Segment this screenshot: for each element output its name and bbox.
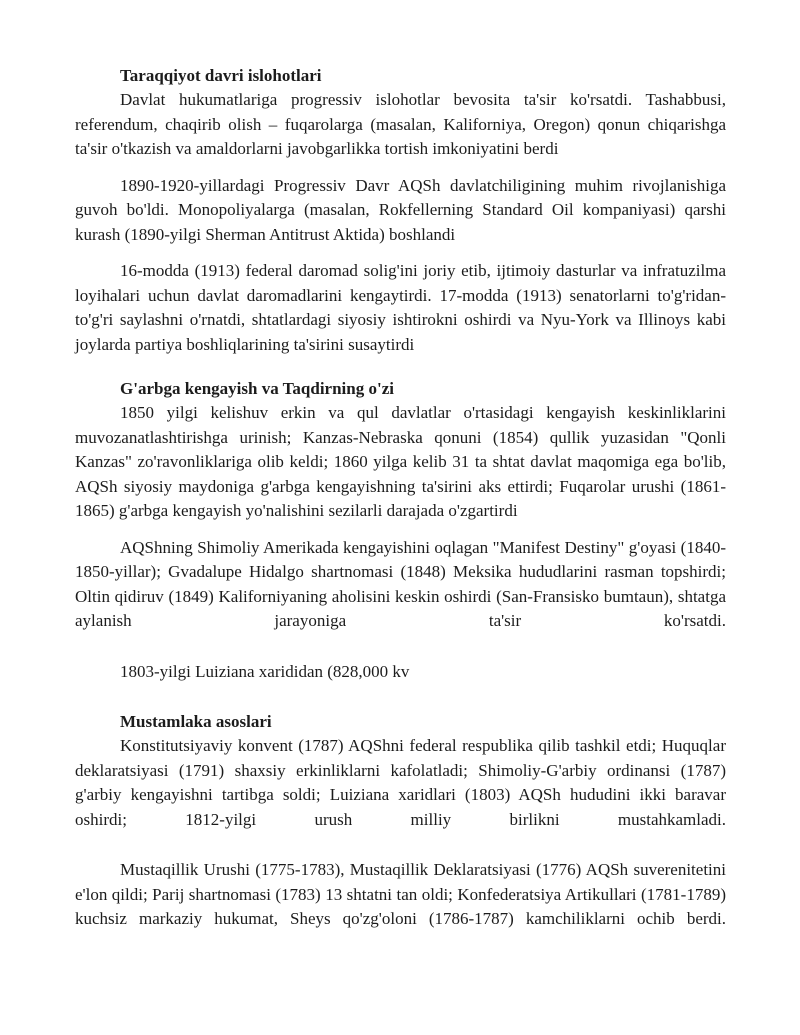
paragraph-manifest-destiny: AQShning Shimoliy Amerikada kengayishini oqlagan "Manifest Destiny" g'oyasi (1840-1850-yillar); Gvadalupe Hidalgo shartnomasi (1848) Meksika hududlarini rasman topshirdi; Oltin qidiruv (1849) Kaliforniyaning aholisini keskin oshirdi (San-Fransisko bumtaun), shtatga aylanish jarayoniga ta'sir ko'rsatdi. bbox=[75, 537, 726, 630]
document-body bbox=[75, 64, 726, 932]
paragraph-constitutional-convention: Konstitutsiyaviy konvent (1787) AQShni federal respublika qilib tashkil etdi; Huquqlar deklaratsiyasi (1791) shaxsiy erkinliklarni kafolatladi; Shimoliy-G'arbiy ordinansi (1787) g'arbiy kengayishni tartibga soldi; Luiziana xaridlari (1803) AQSh hududini ikki baravar oshirdi; 1812-yilgi urush milliy birlikni mustahkamladi. bbox=[75, 736, 726, 829]
section-heading-progressive-reforms: Taraqqiyot davri islohotlari bbox=[120, 66, 322, 85]
paragraph-independence-war: Mustaqillik Urushi (1775-1783), Mustaqillik Deklaratsiyasi (1776) AQSh suverenitetini e'lon qildi; Parij shartnomasi (1783) 13 shtatni tan oldi; Konfederatsiya Artikullari (1781-1789) kuchsiz markaziy hukumat, Sheys qo'zg'oloni (1786-1787) kamchiliklarni ochib berdi. bbox=[75, 860, 726, 928]
paragraph-progressive-era: 1890-1920-yillardagi Progressiv Davr AQSh davlatchiligining muhim rivojlanishiga guvoh bo'ldi. Monopoliyalarga (masalan, Rokfellerning Standard Oil kompaniyasi) qarshi kurash (1890-yilgi Sherman Antitrust Aktida) boshlandi bbox=[75, 175, 726, 244]
section-heading-colonial-foundations: Mustamlaka asoslari bbox=[120, 712, 272, 731]
paragraph-state-reforms: Davlat hukumatlariga progressiv islohotlar bevosita ta'sir ko'rsatdi. Tashabbusi, referendum, chaqirib olish – fuqarolarga (masalan, Kaliforniya, Oregon) qonun chiqarishga ta'sir o'tkazish va amaldorlarni javobgarlikka tortish imkoniyatini berdi bbox=[75, 90, 726, 158]
paragraph-compromise-1850: 1850 yilgi kelishuv erkin va qul davlatlar o'rtasidagi kengayish keskinliklarini muvozanatlashtirishga urinish; Kanzas-Nebraska qonuni (1854) qullik yuzasidan "Qonli Kanzas" zo'ravonliklariga olib keldi; 1860 yilga kelib 31 ta shtat davlat maqomiga ega bo'lib, AQSh siyosiy maydoniga g'arbga kengayishning ta'sirini aks ettirdi; Fuqarolar urushi (1861-1865) g'arbga kengayish yo'nalishini sezilarli darajada o'zgartirdi bbox=[75, 403, 726, 520]
paragraph-amendments: 16-modda (1913) federal daromad solig'ini joriy etib, ijtimoiy dasturlar va infratuzilma loyihalari uchun davlat daromadlarini kengaytirdi. 17-modda (1913) senatorlarni to'g'ridan-to'g'ri saylashni o'rnatdi, shtatlardagi siyosiy ishtirokni oshirdi va Nyu-York va Illinoys kabi joylarda partiya boshliqlarining ta'sirini susaytirdi bbox=[75, 261, 726, 354]
paragraph-louisiana-fragment: 1803-yilgi Luiziana xarididan (828,000 kv bbox=[120, 661, 410, 681]
section-heading-westward-expansion: G'arbga kengayish va Taqdirning o'zi bbox=[120, 379, 394, 398]
